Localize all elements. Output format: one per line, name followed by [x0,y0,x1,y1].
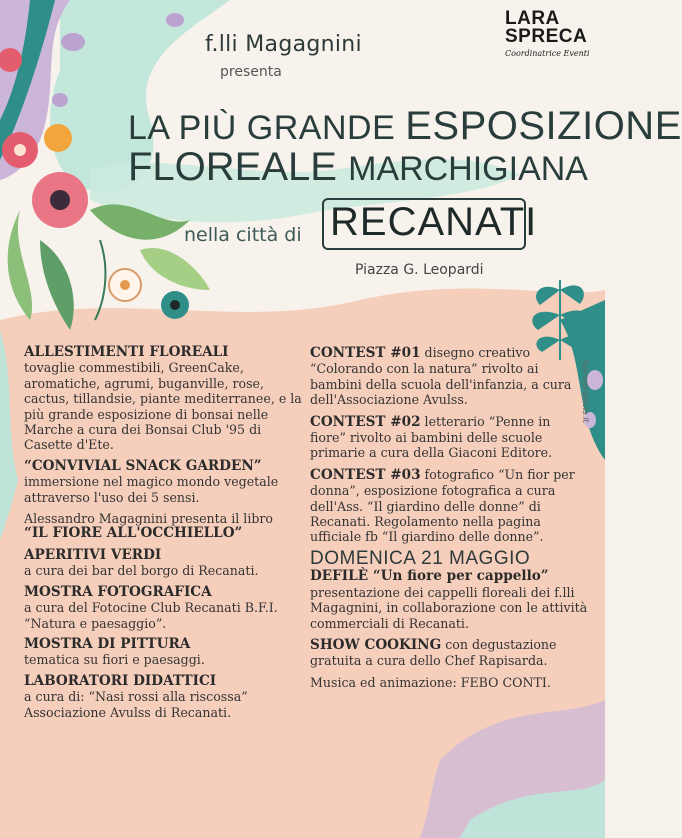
contest-text: letterario “Penne in fiore” rivolto ai bambini delle scuole primarie a cura della Giaconi Editore. [310,413,553,461]
logo-line-1: LARA [505,8,560,29]
section-title: APERITIVI VERDI [24,546,162,563]
section-contest-03 [310,467,588,545]
presenta-label: presenta [220,64,282,80]
section-aperitivi [24,548,309,579]
contest-text: fotografico “Un fior per donna”, esposizione fotografica a cura dell'Ass. “Il giardino delle donne” di Recanati. Regolamento nella pagina ufficiale fb “Il giardino delle donne”. [310,466,575,545]
defile-text: presentazione dei cappelli floreali dei f.lli Magagnini, in collaborazione con le attività commerciali di Recanati. [310,584,588,631]
section-title: ALLESTIMENTI FLOREALI [24,344,229,360]
contest-title: CONTEST #02 [310,413,421,430]
defile-title: DEFILÈ [310,568,369,585]
show-text: con degustazione gratuita a cura dello Chef Rapisarda. [310,636,557,669]
title-line-1 [128,104,682,149]
section-defile [310,568,588,631]
section-title: LABORATORI DIDATTICI [24,672,217,689]
title-line-2-small: MARCHIGIANA [348,150,588,188]
side-credit: funnyprojects.it [581,360,590,423]
citta-name: RECANATI [330,200,538,244]
section-text: tovaglie commestibili, GreenCake, aromatiche, agrumi, buganville, rose, cactus, tillandsie, piante mediterranee, e la più grande esposizione di bonsai nelle Marche a cura dei Bonsai Club '95 di Casette d'Ete. [24,360,302,453]
title-line-1-big: ESPOSIZIONE [405,104,682,148]
brand-name: f.lli Magagnini [205,32,362,57]
logo-lara-spreca [505,10,593,58]
show-title: SHOW COOKING [310,636,442,653]
logo-line-2: SPRECA [505,26,588,47]
section-mostra-fotografica [24,585,309,631]
title-line-1-small: LA PIÙ GRANDE [128,109,406,147]
section-musica [310,675,588,690]
title-line-2-big: FLOREALE [128,145,349,189]
section-allestimenti [24,345,309,453]
contest-title: CONTEST #01 [310,345,421,361]
logo-tagline: Coordinatrice Eventi [505,49,590,58]
lavender-dot-2 [52,93,68,107]
section-title: MOSTRA DI PITTURA [24,635,191,652]
right-column [310,345,588,696]
section-text: immersione nel magico mondo vegetale attraverso l'uso dei 5 sensi. [24,474,279,505]
lavender-dot-1 [61,33,85,51]
section-text: a cura dei bar del borgo di Recanati. [24,563,259,579]
section-subtitle: “IL FIORE ALL'OCCHIELLO” [24,525,243,542]
section-title: MOSTRA FOTOGRAFICA [24,583,212,600]
section-title: “CONVIVIAL SNACK GARDEN” [24,457,262,474]
citta-label: nella città di [184,224,302,246]
section-text: a cura di: “Nasi rossi alla riscossa” Associazione Avulss di Recanati. [24,689,248,720]
section-show-cooking [310,637,588,669]
title-line-2 [128,145,588,190]
domenica-heading: DOMENICA 21 MAGGIO [310,547,531,569]
section-laboratori [24,674,309,720]
section-text: tematica su fiori e paesaggi. [24,652,205,668]
section-convivial [24,459,309,505]
section-contest-01 [310,345,588,408]
section-text: a cura del Fotocine Club Recanati B.F.I. “Natura e paesaggio”. [24,600,278,631]
lavender-dot-3 [166,13,184,27]
defile-subtitle: “Un fiore per cappello” [368,568,549,585]
piazza-label: Piazza G. Leopardi [355,262,484,278]
contest-title: CONTEST #03 [310,466,421,483]
contest-text: disegno creativo “Colorando con la natura” rivolto ai bambini della scuola dell'infanzia, a cura dell'Associazione Avulss. [310,345,572,408]
section-text: Alessandro Magagnini presenta il libro [24,511,274,527]
section-contest-02 [310,414,588,461]
flower-orange [44,124,72,152]
left-column [24,345,309,726]
section-mostra-pittura [24,637,309,668]
section-libro [24,511,309,542]
musica-text: Musica ed animazione: FEBO CONTI. [310,674,551,690]
